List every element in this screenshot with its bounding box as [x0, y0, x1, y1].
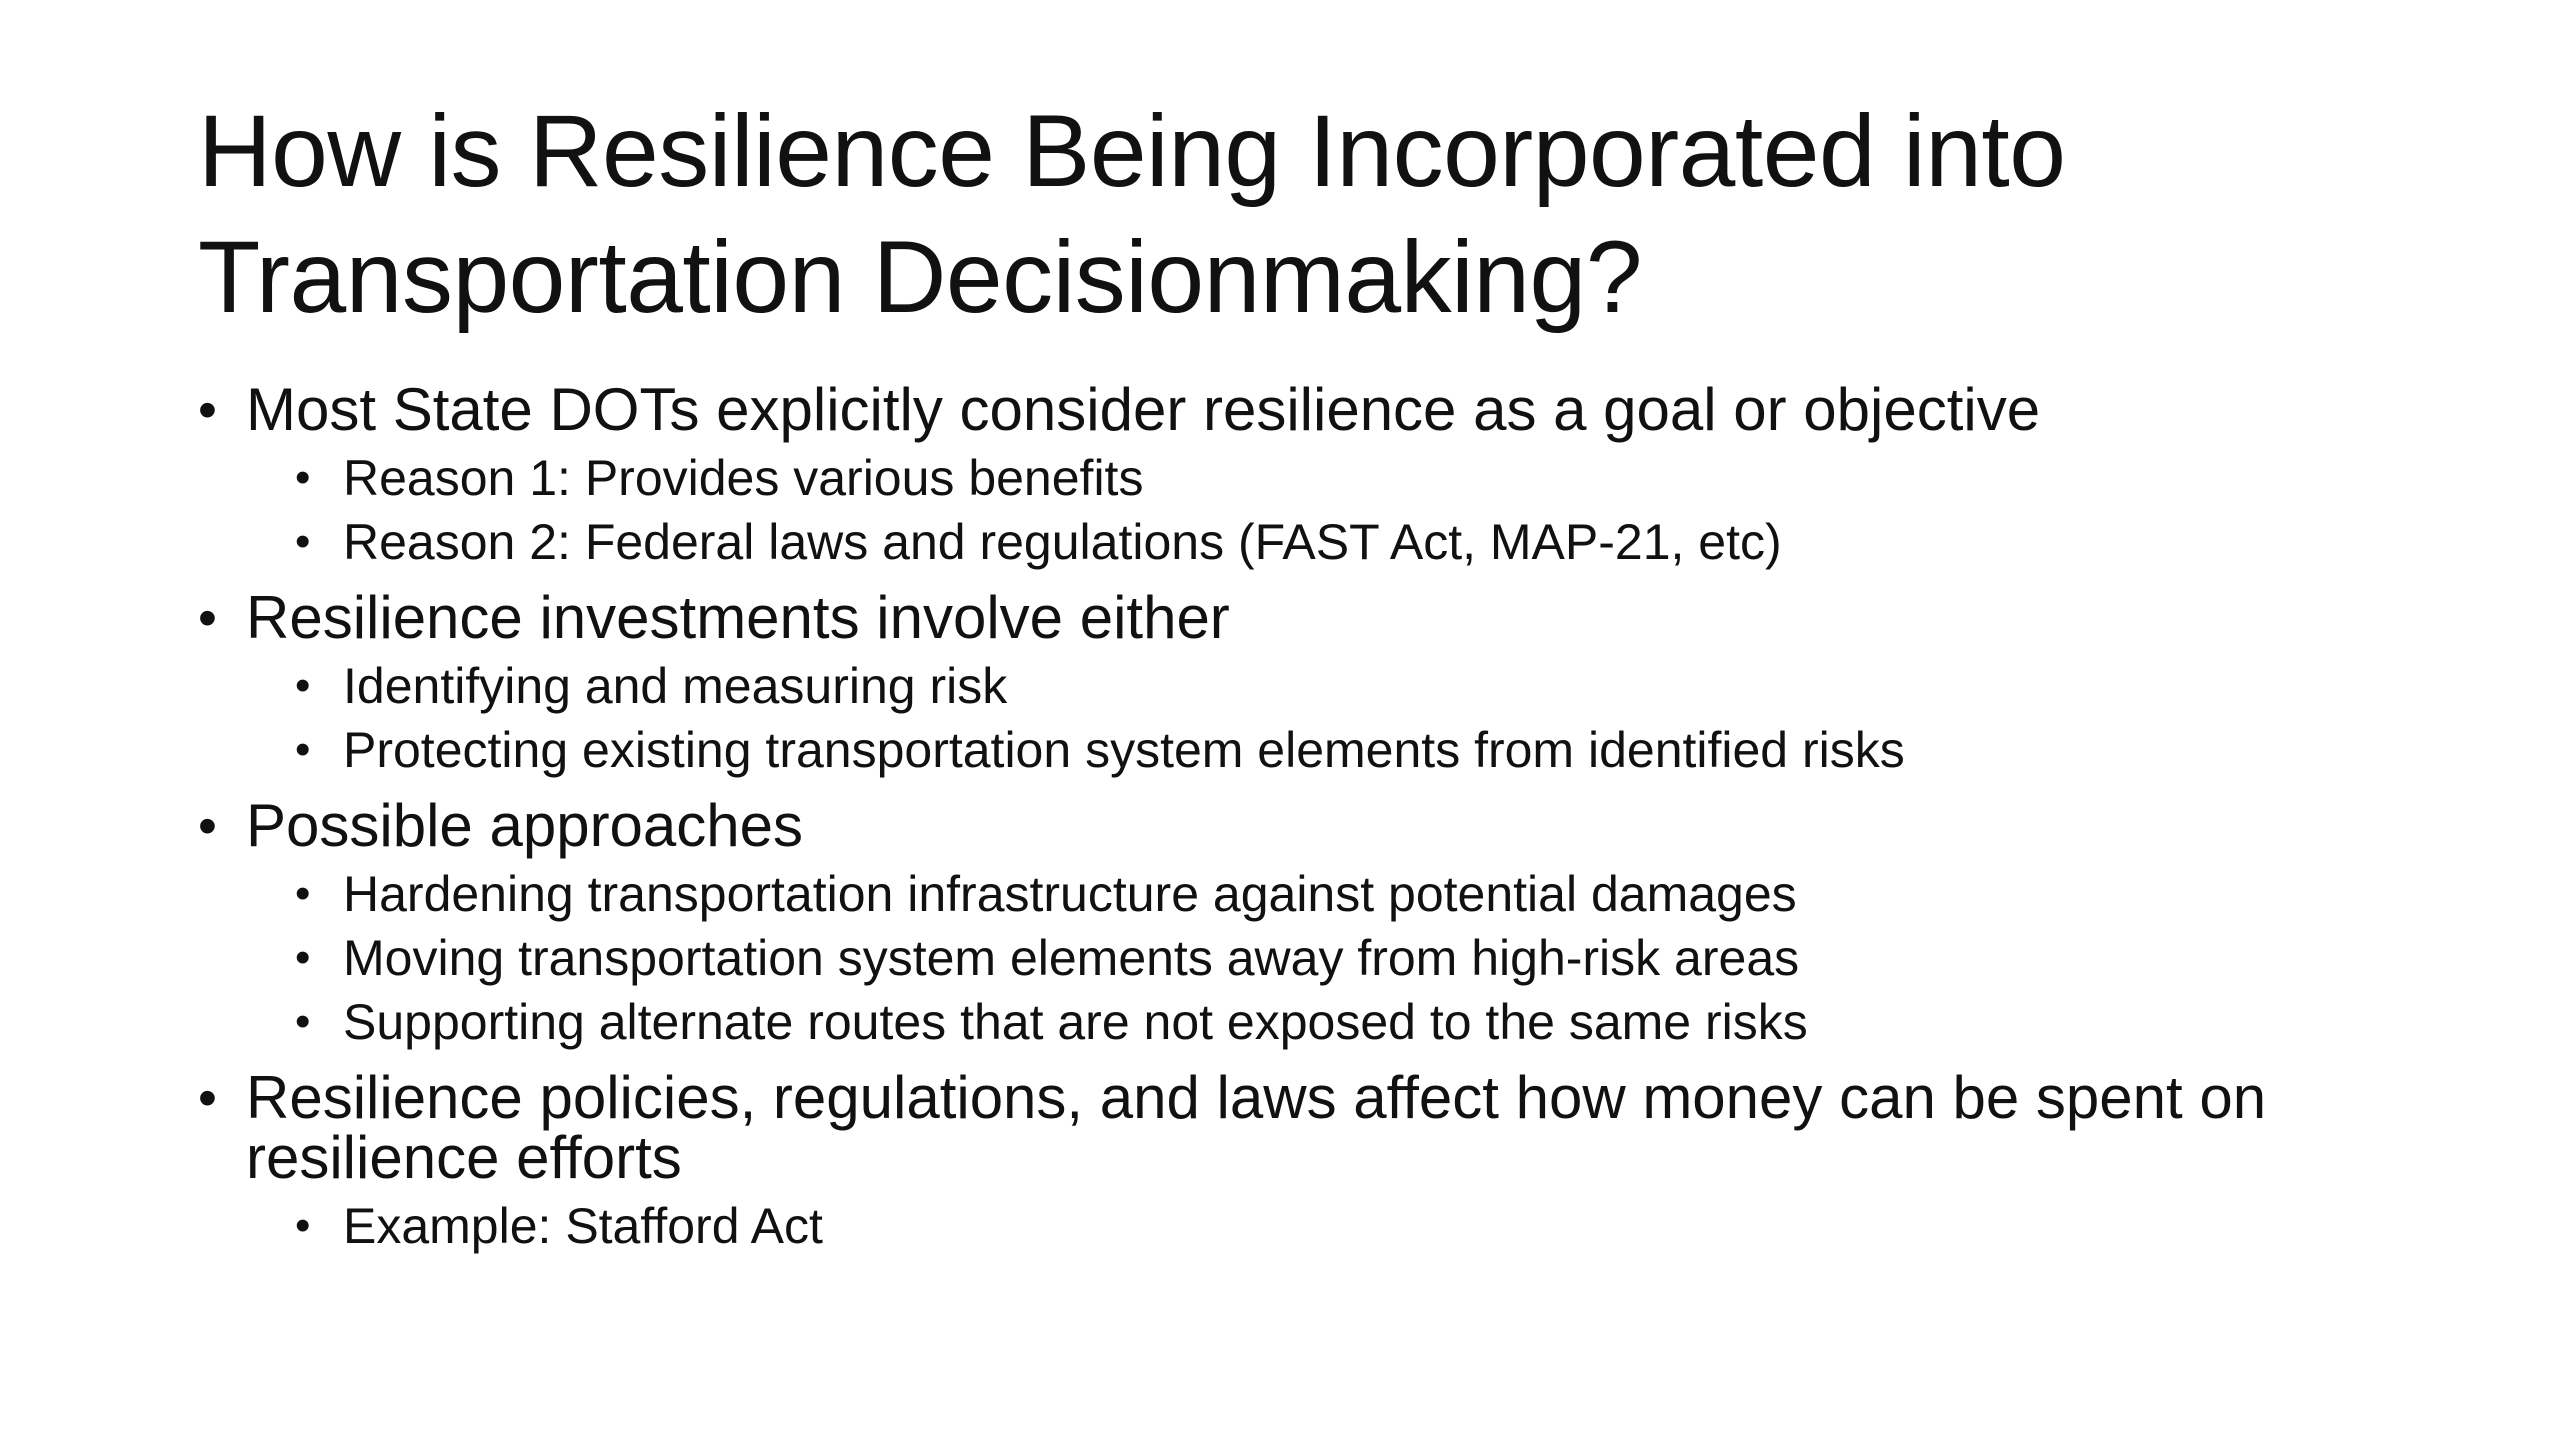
- bullet-text-line-1: Resilience policies, regulations, and laws affect how money can be spent on: [246, 1064, 2267, 1131]
- sub-bullet-2-2: [198, 718, 2458, 782]
- sub-bullet-3-2: [198, 926, 2458, 990]
- sub-bullet-dot-icon: •: [295, 517, 311, 566]
- bullet-text: Possible approaches: [246, 792, 804, 859]
- bullet-point-1: [198, 376, 2458, 443]
- slide-body: [198, 376, 2458, 1258]
- sub-bullet-text: Identifying and measuring risk: [343, 658, 1008, 714]
- bullet-text: Resilience investments involve either: [246, 584, 1230, 651]
- bullet-group-1: [198, 376, 2458, 574]
- slide-title: [198, 88, 2448, 340]
- sub-bullet-text: Reason 1: Provides various benefits: [343, 450, 1144, 506]
- bullet-point-3: [198, 792, 2458, 859]
- sub-bullet-1-2: [198, 510, 2458, 574]
- sub-bullet-dot-icon: •: [295, 725, 311, 774]
- slide-title-line-2: Transportation Decisionmaking?: [198, 220, 1642, 334]
- sub-bullet-text: Moving transportation system elements away from high-risk areas: [343, 930, 1800, 986]
- bullet-dot-icon: •: [198, 588, 217, 648]
- sub-bullet-text: Hardening transportation infrastructure against potential damages: [343, 866, 1797, 922]
- bullet-dot-icon: •: [198, 796, 217, 856]
- bullet-group-2: [198, 584, 2458, 782]
- sub-bullet-dot-icon: •: [295, 933, 311, 982]
- slide-title-line-1: How is Resilience Being Incorporated into: [198, 94, 2066, 208]
- sub-bullet-3-1: [198, 862, 2458, 926]
- bullet-dot-icon: •: [198, 380, 217, 440]
- sub-bullet-2-1: [198, 654, 2458, 718]
- sub-bullet-text: Supporting alternate routes that are not exposed to the same risks: [343, 994, 1808, 1050]
- bullet-text: Most State DOTs explicitly consider resilience as a goal or objective: [246, 376, 2041, 443]
- sub-bullet-dot-icon: •: [295, 1201, 311, 1250]
- bullet-group-3: [198, 792, 2458, 1054]
- bullet-point-2: [198, 584, 2458, 651]
- sub-bullet-text: Protecting existing transportation system elements from identified risks: [343, 722, 1905, 778]
- bullet-dot-icon: •: [198, 1068, 217, 1128]
- bullet-point-4: [198, 1064, 2458, 1191]
- sub-bullet-dot-icon: •: [295, 869, 311, 918]
- sub-bullet-dot-icon: •: [295, 453, 311, 502]
- sub-bullet-text: Example: Stafford Act: [343, 1198, 823, 1254]
- bullet-text-line-2: resilience efforts: [246, 1124, 682, 1191]
- sub-bullet-1-1: [198, 446, 2458, 510]
- bullet-group-4: [198, 1064, 2458, 1258]
- sub-bullet-dot-icon: •: [295, 997, 311, 1046]
- sub-bullet-dot-icon: •: [295, 661, 311, 710]
- sub-bullet-text: Reason 2: Federal laws and regulations (FAST Act, MAP-21, etc): [343, 514, 1782, 570]
- sub-bullet-4-1: [198, 1194, 2458, 1258]
- sub-bullet-3-3: [198, 990, 2458, 1054]
